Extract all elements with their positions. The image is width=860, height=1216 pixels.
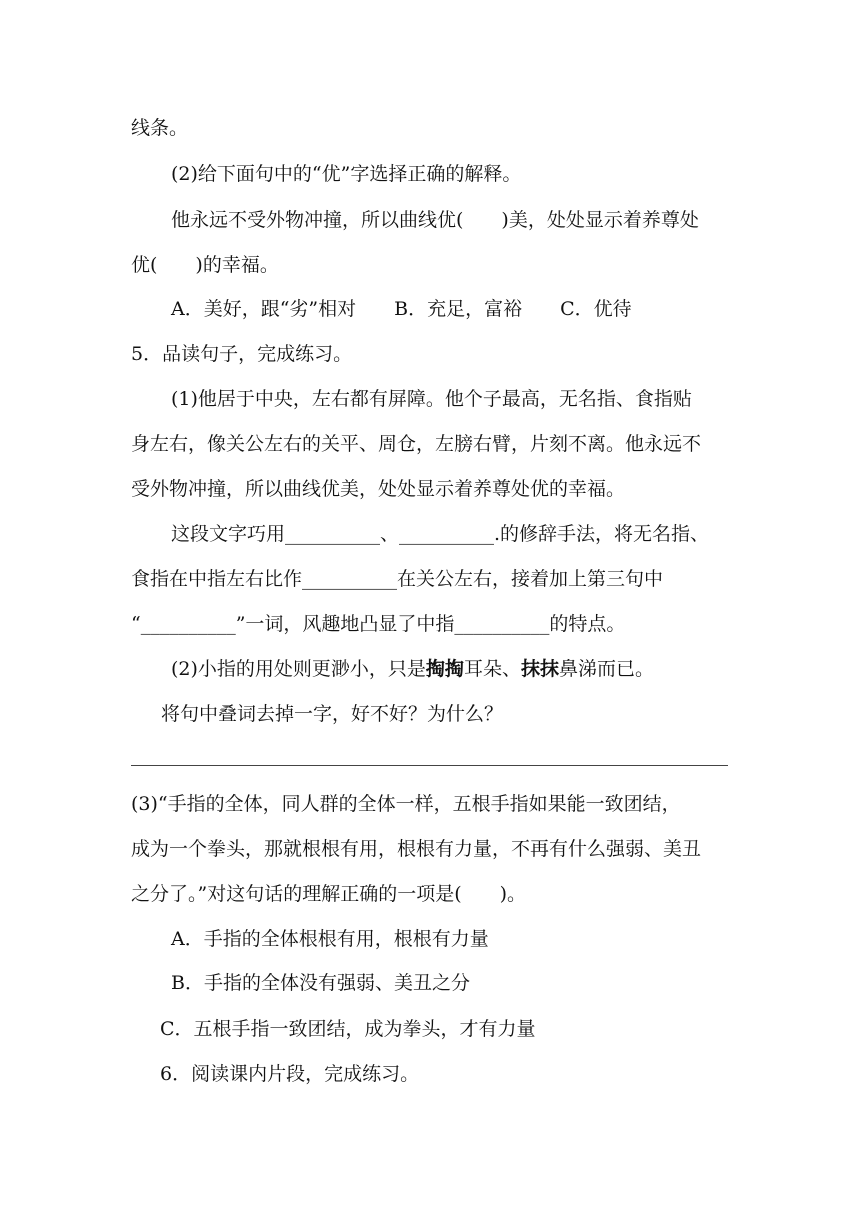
text-line: 成为一个拳头，那就根根有用，根根有力量，不再有什么强弱、美丑 — [131, 838, 702, 860]
question-5-2 — [171, 657, 654, 681]
text-line: 他永远不受外物冲撞，所以曲线优( )美，处处显示着养尊处 — [171, 209, 699, 231]
option-a: A．手指的全体根根有用，根根有力量 — [171, 928, 489, 950]
option-list: A．美好，跟“劣”相对 B．充足，富裕 C．优待 — [171, 298, 632, 320]
question-6: 6．阅读课内片段，完成练习。 — [160, 1063, 420, 1085]
text-line: 线条。 — [131, 117, 189, 139]
text-line: 将句中叠词去掉一字，好不好？为什么？ — [161, 703, 504, 725]
text-line: 身左右，像关公左右的关平、周仓，左膀右臂，片刻不离。他永远不 — [131, 433, 702, 455]
text-segment: 耳朵、 — [463, 658, 521, 680]
fill-blank-line: “__________”一词，风趣地凸显了中指__________的特点。 — [131, 613, 626, 635]
question-5: 5．品读句子，完成练习。 — [131, 343, 353, 365]
text-line: 之分了。”对这句话的理解正确的一项是( )。 — [131, 883, 527, 905]
question-5-3: (3)“手指的全体，同人群的全体一样，五根手指如果能一致团结， — [131, 793, 681, 815]
bold-word: 掏掏 — [425, 658, 464, 680]
question-5-1: (1)他居于中央，左右都有屏障。他个子最高，无名指、食指贴 — [171, 388, 692, 410]
bold-word: 抹抹 — [520, 658, 559, 680]
text-segment: 鼻涕而已。 — [558, 658, 654, 680]
fill-blank-line: 食指在中指左右比作__________在关公左右，接着加上第三句中 — [131, 568, 664, 590]
text-segment: (2)小指的用处则更渺小，只是 — [171, 658, 426, 680]
answer-line — [131, 765, 728, 766]
fill-blank-line: 这段文字巧用__________、__________.的修辞手法，将无名指、 — [171, 523, 710, 545]
option-b: B．手指的全体没有强弱、美丑之分 — [171, 972, 470, 994]
text-line: 优( )的幸福。 — [131, 254, 279, 276]
option-c: C．五根手指一致团结，成为拳头，才有力量 — [160, 1018, 536, 1040]
question-4-2: (2)给下面句中的“优”字选择正确的解释。 — [171, 163, 522, 185]
text-line: 受外物冲撞，所以曲线优美，处处显示着养尊处优的幸福。 — [131, 478, 626, 500]
